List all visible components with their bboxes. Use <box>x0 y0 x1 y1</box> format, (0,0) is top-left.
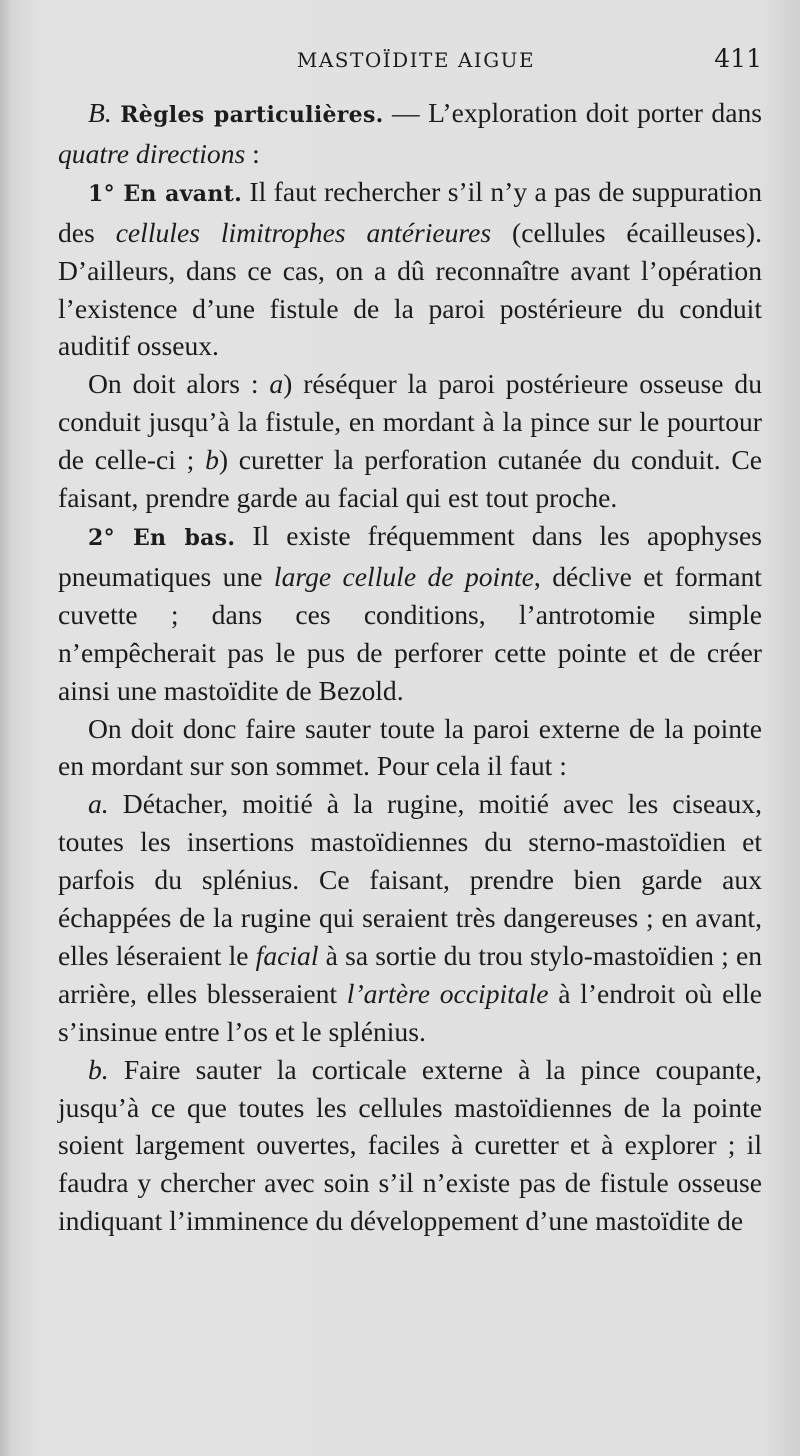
italic-run: quatre directions <box>58 137 246 169</box>
italic-run: large cellule de pointe <box>273 560 534 592</box>
text-run <box>112 97 120 128</box>
text-run: ) curetter la perforation cutanée du conduit. Ce faisant, prendre garde au facial qui est tout proche. <box>58 444 762 514</box>
text-run: Il existe fréquemment dans les apophyses pneumatiques une <box>58 519 762 592</box>
italic-run: l’artère occipitale <box>346 977 549 1009</box>
paragraph <box>58 94 762 173</box>
text-run: Faire sauter la corticale externe à la pince coupante, jusqu’à ce que toutes les cellules mastoïdiennes de la pointe soient largement ouvertes, faciles à curetter et à explorer ; il faudra y chercher avec soin s’il n’existe pas de fistule osseuse indiquant l’imminence du développement d’une mastoïdite de <box>58 1053 762 1237</box>
bold-run: 2° En bas. <box>88 524 236 551</box>
italic-run: a. <box>88 788 109 820</box>
paragraph <box>58 1051 762 1241</box>
text-run: On doit alors : <box>88 368 270 400</box>
paragraph <box>58 365 762 517</box>
text-run: : <box>245 137 260 169</box>
text-run: (cellules écailleuses). D’ailleurs, dans ce cas, on a dû reconnaître avant l’opération l’existence d’une fistule de la paroi postérieure du conduit auditif osseux. <box>58 216 762 362</box>
bold-run: Règles particulières. <box>120 102 384 128</box>
italic-run: facial <box>255 939 319 971</box>
text-run: , déclive et formant cuvette ; dans ces conditions, l’antrotomie simple n’empêcherait pas le pus de perforer cette pointe et de créer ainsi une mastoïdite de Bezold. <box>58 560 762 706</box>
text-run: Il faut rechercher s’il n’y a pas de suppuration des <box>58 175 762 248</box>
text-run: à l’endroit où elle s’insinue entre l’os et le splénius. <box>58 977 763 1047</box>
bold-run: 1° En avant. <box>88 180 243 207</box>
paragraph <box>58 517 762 710</box>
paragraph <box>58 785 762 1050</box>
text-run: ) réséquer la paroi postérieure osseuse du conduit jusqu’à la fistule, en mordant à la pince sur le pourtour de celle-ci ; <box>58 368 762 476</box>
italic-run: cellules limitrophes antérieures <box>115 216 492 248</box>
text-run: à sa sortie du trou stylo-mastoïdien ; en arrière, elles blesseraient <box>58 939 763 1009</box>
paragraph <box>58 173 762 366</box>
italic-run: b. <box>88 1053 109 1085</box>
italic-run: b <box>205 444 219 476</box>
running-title: MASTOÏDITE AIGUE <box>296 48 536 72</box>
italic-run: B. <box>88 97 112 128</box>
text-run: On doit donc faire sauter toute la paroi externe de la pointe en mordant sur son sommet. Pour cela il faut : <box>58 712 762 782</box>
body-text <box>58 94 762 1240</box>
page-number: 411 <box>714 44 762 73</box>
text-run: — L’exploration doit porter dans <box>383 97 762 128</box>
italic-run: a <box>269 368 284 400</box>
page-header <box>50 44 762 80</box>
text-run: Détacher, moitié à la rugine, moitié avec les ciseaux, toutes les insertions mastoïdiennes du sterno-mastoïdien et parfois du splénius. Ce faisant, prendre bien garde aux échappées de la rugine qui seraient très dangereuses ; en avant, elles léseraient le <box>58 788 762 971</box>
paragraph <box>58 710 762 786</box>
